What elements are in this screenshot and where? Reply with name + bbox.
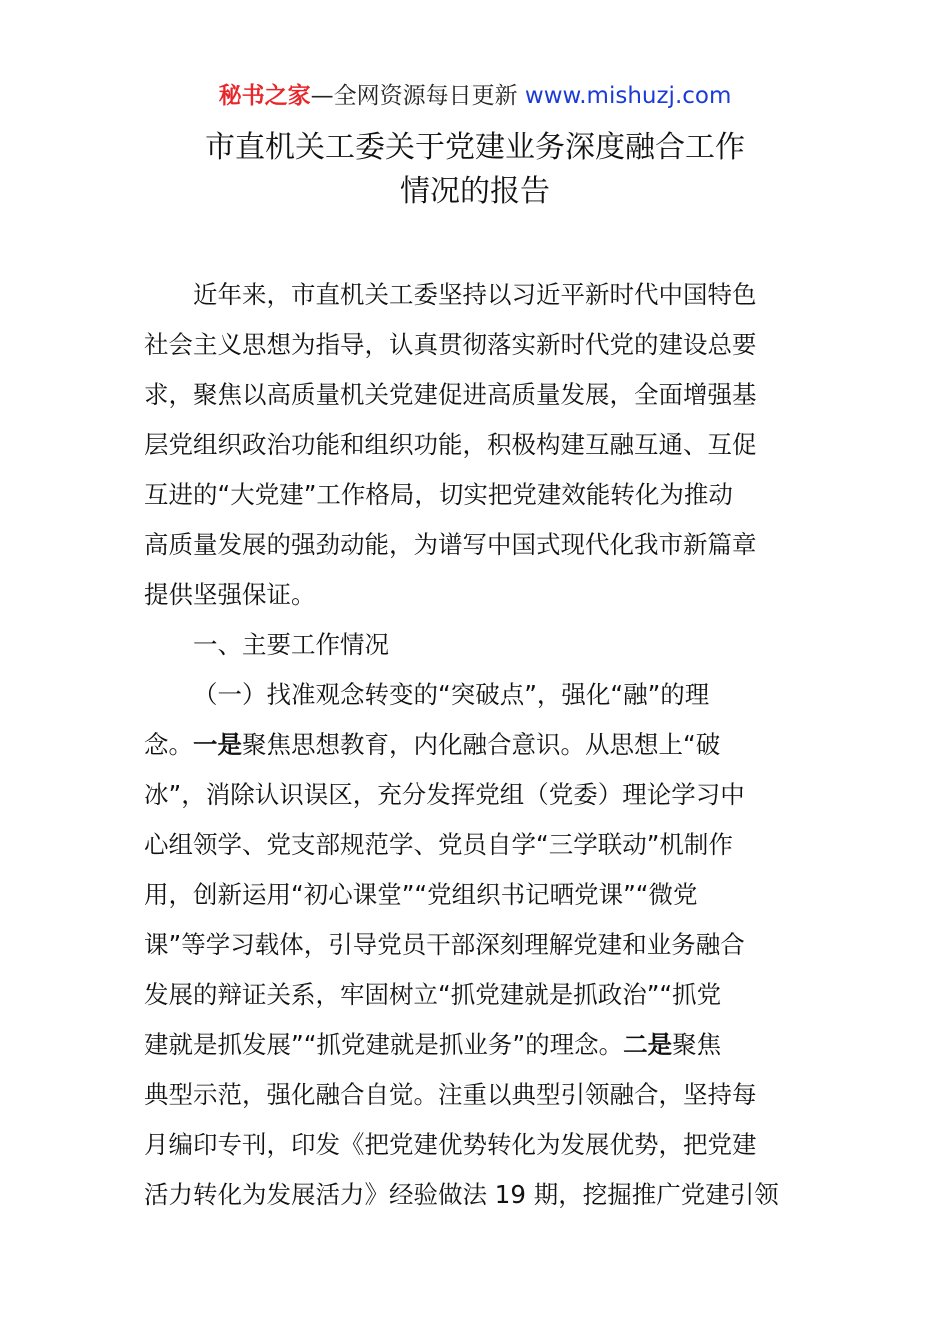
paragraph-1-line: 层党组织政治功能和组织功能，积极构建互融互通、互促: [144, 430, 757, 459]
document-body: [144, 270, 810, 1220]
paragraph-2-line: 课”等学习载体，引导党员干部深刻理解党建和业务融合: [144, 930, 745, 959]
paragraph-2-line: 心组领学、党支部规范学、党员自学“三学联动”机制作: [144, 830, 733, 859]
paragraph-2-line: 冰”，消除认识误区，充分发挥党组（党委）理论学习中: [144, 780, 745, 809]
emphasis-text: 二是: [623, 1030, 673, 1059]
banner-url-link[interactable]: www.mishuzj.com: [524, 83, 732, 109]
banner-brand: 秘书之家: [218, 83, 311, 109]
site-banner: [0, 80, 950, 112]
text-run: 建就是抓发展”“抓党建就是抓业务”的理念。: [144, 1030, 624, 1059]
banner-tagline: —全网资源每日更新: [310, 83, 518, 109]
paragraph-1-line: 高质量发展的强劲动能，为谱写中国式现代化我市新篇章: [144, 530, 757, 559]
paragraph-2-line: [144, 1020, 810, 1070]
paragraph-2-line: （一）找准观念转变的“突破点”，强化“融”的理: [193, 680, 710, 709]
paragraph-2-line: 典型示范，强化融合自觉。注重以典型引领融合，坚持每: [144, 1080, 757, 1109]
paragraph-2-line: [144, 720, 810, 770]
text-run: 念。: [144, 730, 193, 759]
paragraph-1-line: 近年来，市直机关工委坚持以习近平新时代中国特色: [193, 280, 757, 309]
paragraph-1-line: 社会主义思想为指导，认真贯彻落实新时代党的建设总要: [144, 330, 757, 359]
text-run: 聚焦: [672, 1030, 722, 1059]
document-title: [0, 126, 950, 214]
text-run: 聚焦思想教育，内化融合意识。从思想上“破: [242, 730, 721, 759]
title-line-2: 情况的报告: [400, 174, 550, 209]
paragraph-2-line: 月编印专刊，印发《把党建优势转化为发展优势，把党建: [144, 1130, 757, 1159]
paragraph-2-line: 发展的辩证关系，牢固树立“抓党建就是抓政治”“抓党: [144, 980, 722, 1009]
paragraph-1-line: 提供坚强保证。: [144, 580, 316, 609]
title-line-1: 市直机关工委关于党建业务深度融合工作: [205, 130, 745, 165]
section-heading: 一、主要工作情况: [193, 630, 389, 659]
emphasis-text: 一是: [193, 730, 242, 759]
paragraph-1-line: 互进的“大党建”工作格局，切实把党建效能转化为推动: [144, 480, 733, 509]
paragraph-1-line: 求，聚焦以高质量机关党建促进高质量发展，全面增强基: [144, 380, 757, 409]
paragraph-2-line: 用，创新运用“初心课堂”“党组织书记晒党课”“微党: [144, 880, 698, 909]
paragraph-2-line: 活力转化为发展活力》经验做法 19 期，挖掘推广党建引领: [144, 1180, 779, 1209]
